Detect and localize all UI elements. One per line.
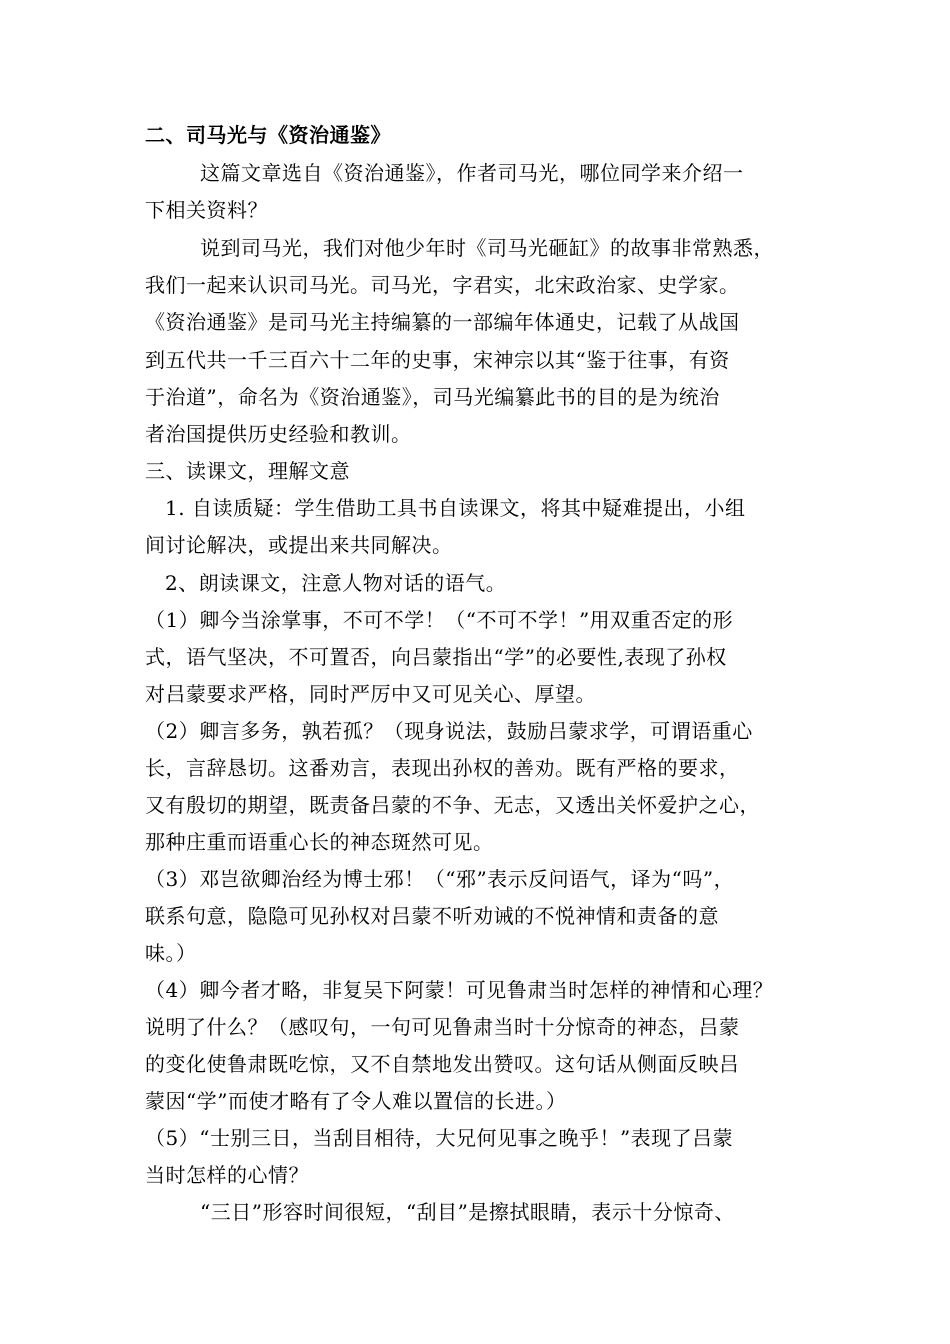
paragraph-line: 这篇文章选自《资治通鉴》，作者司马光，哪位同学来介绍一 bbox=[200, 161, 744, 185]
list-item: （2）卿言多务，孰若孤？（现身说法，鼓励吕蒙求学，可谓语重心 bbox=[145, 719, 753, 743]
paragraph-line: 到五代共一千三百六十二年的史事，宋神宗以其“鉴于往事，有资 bbox=[145, 348, 730, 372]
section-heading: 二、司马光与《资治通鉴》 bbox=[145, 123, 391, 147]
paragraph-line: 《资治通鉴》是司马光主持编纂的一部编年体通史，记载了从战国 bbox=[145, 310, 740, 334]
list-item: 1. 自读质疑：学生借助工具书自读课文，将其中疑难提出，小组 bbox=[165, 496, 746, 520]
paragraph-line: 又有殷切的期望，既责备吕蒙的不争、无志，又透出关怀爱护之心， bbox=[145, 793, 760, 817]
paragraph-line: 蒙因“学”而使才略有了令人难以置信的长进。） bbox=[145, 1089, 567, 1113]
paragraph-line: 我们一起来认识司马光。司马光，字君实，北宋政治家、史学家。 bbox=[145, 273, 740, 297]
paragraph-line: 味。） bbox=[145, 941, 197, 965]
paragraph-line: 间讨论解决，或提出来共同解决。 bbox=[145, 533, 453, 557]
list-item: （4）卿今者才略，非复吴下阿蒙！可见鲁肃当时怎样的神情和心理？ bbox=[145, 978, 774, 1002]
list-item: （5）“士别三日，当刮目相待，大兄何见事之晚乎！”表现了吕蒙 bbox=[145, 1126, 734, 1150]
paragraph-line: 说明了什么？（感叹句，一句可见鲁肃当时十分惊奇的神态，吕蒙 bbox=[145, 1015, 740, 1039]
section-title: 三、读课文，理解文意 bbox=[145, 459, 350, 483]
paragraph-line: 长，言辞恳切。这番劝言，表现出孙权的善劝。既有严格的要求， bbox=[145, 756, 740, 780]
paragraph-line: 那种庄重而语重心长的神态斑然可见。 bbox=[145, 830, 494, 854]
paragraph-line: 的变化使鲁肃既吃惊，又不自禁地发出赞叹。这句话从侧面反映吕 bbox=[145, 1052, 740, 1076]
list-item: 2、朗读课文，注意人物对话的语气。 bbox=[165, 571, 507, 595]
list-item: （3）邓岂欲卿治经为博士邪！（“邪”表示反问语气，译为“吗”， bbox=[145, 867, 735, 891]
paragraph-line: 式，语气坚决，不可置否，向吕蒙指出“学”的必要性,表现了孙权 bbox=[145, 645, 727, 669]
paragraph-line: 对吕蒙要求严格，同时严厉中又可见关心、厚望。 bbox=[145, 682, 596, 706]
paragraph-line: 说到司马光，我们对他少年时《司马光砸缸》的故事非常熟悉， bbox=[200, 236, 774, 260]
paragraph-line: 者治国提供历史经验和教训。 bbox=[145, 422, 412, 446]
paragraph-line: 下相关资料？ bbox=[145, 198, 268, 222]
paragraph-line: 联系句意，隐隐可见孙权对吕蒙不听劝诫的不悦神情和责备的意 bbox=[145, 904, 719, 928]
paragraph-line: 于治道”，命名为《资治通鉴》，司马光编纂此书的目的是为统治 bbox=[145, 385, 720, 409]
list-item: （1）卿今当涂掌事，不可不学！（“不可不学！”用双重否定的形 bbox=[145, 608, 734, 632]
paragraph-line: 当时怎样的心情？ bbox=[145, 1163, 309, 1187]
paragraph-line: “三日”形容时间很短，“刮目”是擦拭眼睛，表示十分惊奇、 bbox=[200, 1200, 735, 1224]
